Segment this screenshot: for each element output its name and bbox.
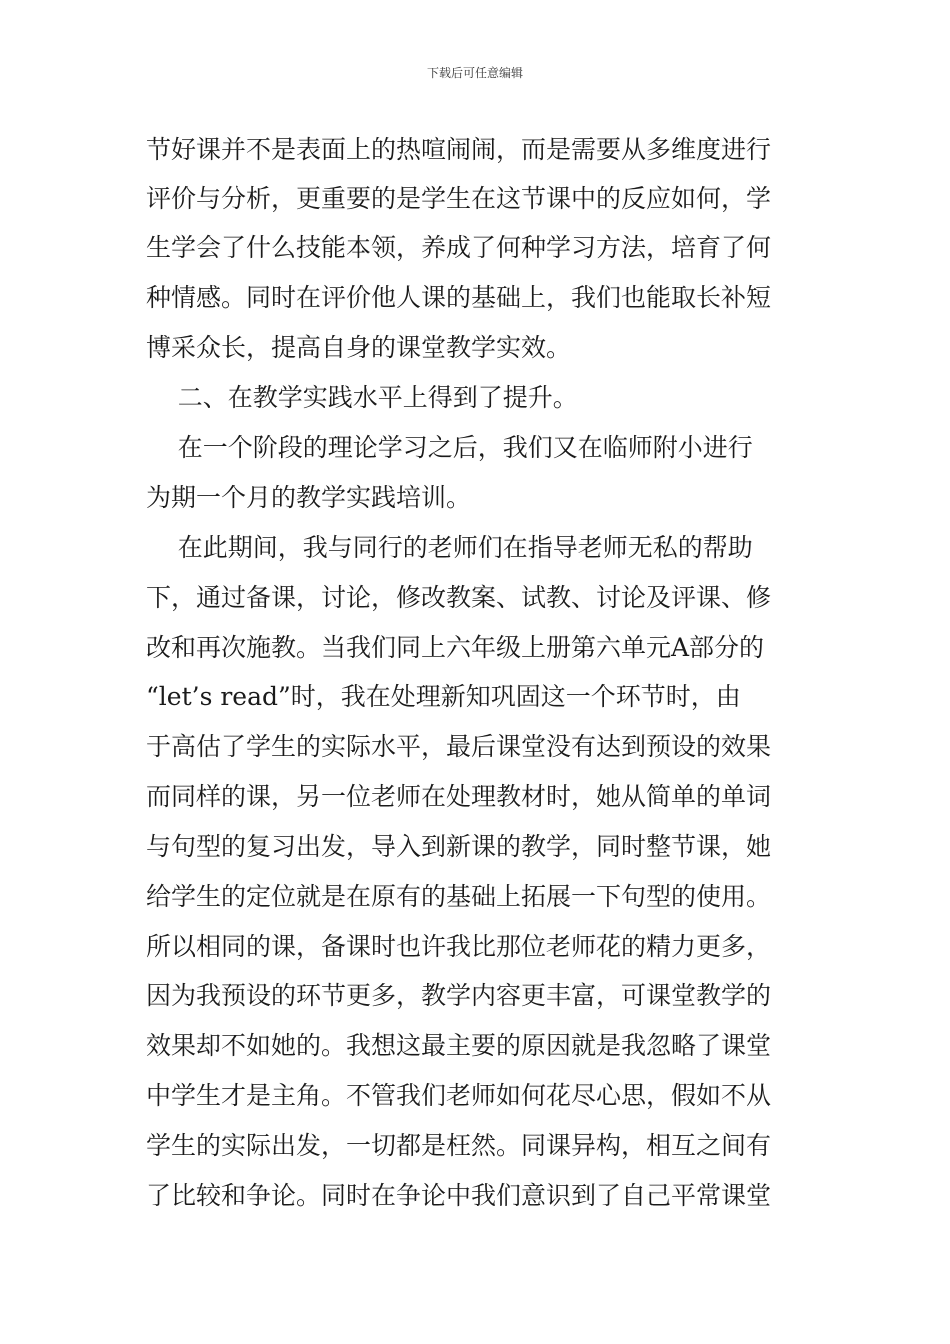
body-line: 中学生才是主角。不管我们老师如何花尽心思，假如不从 [146, 1081, 772, 1110]
body-line: “let’s read”时，我在处理新知巩固这一个环节时，由 [146, 682, 741, 711]
body-line: 效果却不如她的。我想这最主要的原因就是我忽略了课堂 [146, 1031, 772, 1060]
body-line: 了比较和争论。同时在争论中我们意识到了自己平常课堂 [146, 1181, 772, 1210]
body-line: 生学会了什么技能本领，养成了何种学习方法，培育了何 [146, 233, 772, 262]
body-line: 改和再次施教。当我们同上六年级上册第六单元A部分的 [146, 633, 765, 662]
body-line: 在一个阶段的理论学习之后，我们又在临师附小进行 [146, 433, 753, 462]
body-line: 博采众长，提高自身的课堂教学实效。 [146, 333, 572, 362]
body-line: 于高估了学生的实际水平，最后课堂没有达到预设的效果 [146, 732, 772, 761]
page-header: 下载后可任意编辑 [426, 66, 523, 80]
body-line: 学生的实际出发，一切都是枉然。同课异构，相互之间有 [146, 1131, 772, 1160]
body-line: 所以相同的课，备课时也许我比那位老师花的精力更多， [146, 932, 772, 961]
body-line: 为期一个月的教学实践培训。 [146, 483, 472, 512]
body-line: 在此期间，我与同行的老师们在指导老师无私的帮助 [146, 533, 753, 562]
body-line: 而同样的课，另一位老师在处理教材时，她从简单的单词 [146, 782, 772, 811]
body-line: 评价与分析，更重要的是学生在这节课中的反应如何，学 [146, 184, 772, 213]
body-line: 种情感。同时在评价他人课的基础上，我们也能取长补短 [146, 283, 772, 312]
body-line: 节好课并不是表面上的热喧闹闹，而是需要从多维度进行 [146, 135, 772, 164]
body-line: 因为我预设的环节更多，教学内容更丰富，可课堂教学的 [146, 981, 772, 1010]
body-line: 与句型的复习出发，导入到新课的教学，同时整节课，她 [146, 832, 772, 861]
body-line: 给学生的定位就是在原有的基础上拓展一下句型的使用。 [146, 882, 772, 911]
body-line: 下，通过备课，讨论，修改教案、试教、讨论及评课、修 [146, 583, 772, 612]
section-heading: 二、在教学实践水平上得到了提升。 [146, 383, 578, 412]
